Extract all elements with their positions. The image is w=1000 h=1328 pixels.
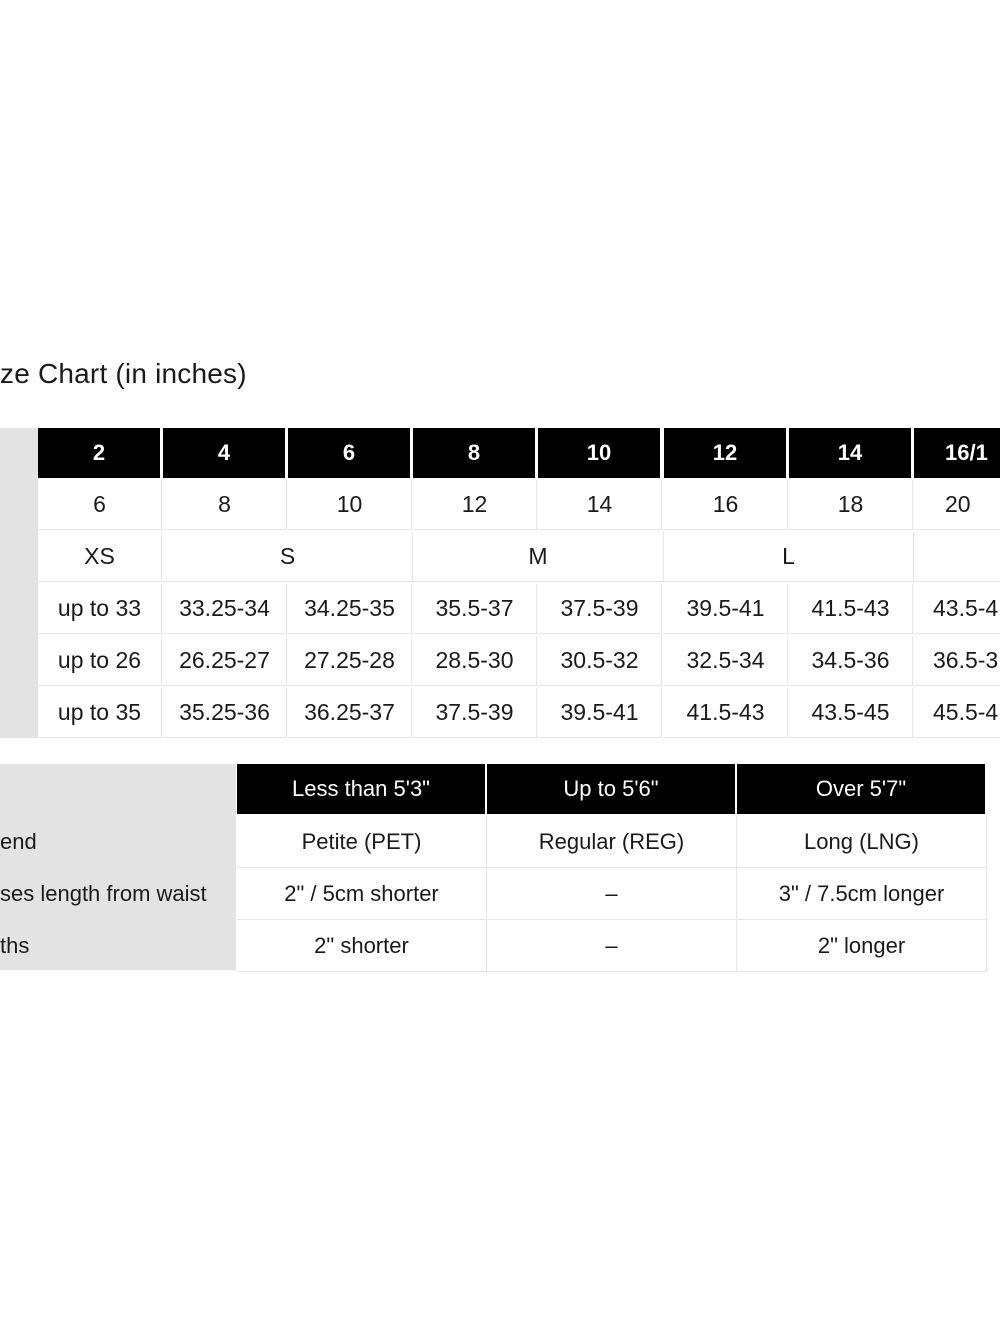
table-cell: 2" longer <box>737 920 987 972</box>
table-cell: – <box>487 920 737 972</box>
fit-header-cell: Up to 5'6" <box>487 764 737 814</box>
row-label <box>0 532 38 584</box>
table-cell: 36.5-3 <box>914 636 1000 686</box>
table-cell: up to 26 <box>38 636 162 686</box>
table-cell: up to 33 <box>38 584 162 634</box>
table-cell: 39.5-41 <box>664 584 788 634</box>
table-cell: 2" / 5cm shorter <box>237 868 487 920</box>
row-label <box>0 428 38 480</box>
header-cell: 12 <box>664 428 788 478</box>
header-cell: 4 <box>163 428 287 478</box>
table-cell: 37.5-39 <box>413 688 537 738</box>
letter-size-cell: XS <box>38 532 162 582</box>
header-cell: 14 <box>789 428 913 478</box>
table-cell: 6 <box>38 480 162 530</box>
table-cell: 8 <box>163 480 287 530</box>
table-cell: 33.25-34 <box>163 584 287 634</box>
table-cell: 41.5-43 <box>664 688 788 738</box>
table-cell: 27.25-28 <box>288 636 412 686</box>
table-cell: Petite (PET) <box>237 816 487 868</box>
table-cell: 10 <box>288 480 412 530</box>
table-cell: 37.5-39 <box>538 584 662 634</box>
row-label <box>0 584 38 636</box>
letter-size-cell: S <box>163 532 413 582</box>
header-cell: 6 <box>288 428 412 478</box>
letter-size-cell: M <box>413 532 664 582</box>
row-label <box>0 480 38 532</box>
row-label <box>0 636 38 688</box>
fit-table <box>0 764 1000 974</box>
table-cell: up to 35 <box>38 688 162 738</box>
table-cell: 20 <box>914 480 1000 530</box>
header-cell: 2 <box>38 428 162 478</box>
header-cell: 8 <box>413 428 537 478</box>
table-cell: Regular (REG) <box>487 816 737 868</box>
fit-header-cell: Less than 5'3" <box>237 764 487 814</box>
table-cell: 36.25-37 <box>288 688 412 738</box>
fit-header-cell: Over 5'7" <box>737 764 987 814</box>
size-table <box>0 428 1000 738</box>
table-cell: 35.5-37 <box>413 584 537 634</box>
header-cell: 16/1 <box>914 428 1000 478</box>
table-cell: 45.5-4 <box>914 688 1000 738</box>
table-cell: 41.5-43 <box>789 584 913 634</box>
table-cell: 28.5-30 <box>413 636 537 686</box>
table-cell: 34.5-36 <box>789 636 913 686</box>
table-cell: 3" / 7.5cm longer <box>737 868 987 920</box>
table-cell: 32.5-34 <box>664 636 788 686</box>
header-cell: 10 <box>538 428 662 478</box>
fit-row-label: end <box>0 829 37 854</box>
table-cell: 14 <box>538 480 662 530</box>
table-cell: – <box>487 868 737 920</box>
table-cell: 34.25-35 <box>288 584 412 634</box>
table-cell: 30.5-32 <box>538 636 662 686</box>
fit-row-label: ths <box>0 933 30 958</box>
table-cell: 12 <box>413 480 537 530</box>
table-cell: 16 <box>664 480 788 530</box>
row-label <box>0 688 38 738</box>
table-cell: 2" shorter <box>237 920 487 972</box>
fit-row-label: ses length from waist <box>0 881 207 906</box>
table-cell: 43.5-45 <box>789 688 913 738</box>
letter-size-cell <box>914 532 1000 582</box>
table-cell: 43.5-4 <box>914 584 1000 634</box>
table-cell: Long (LNG) <box>737 816 987 868</box>
table-cell: 35.25-36 <box>163 688 287 738</box>
table-cell: 26.25-27 <box>163 636 287 686</box>
letter-size-cell: L <box>664 532 914 582</box>
table-cell: 39.5-41 <box>538 688 662 738</box>
page-title: ze Chart (in inches) <box>0 358 247 389</box>
table-cell: 18 <box>789 480 913 530</box>
